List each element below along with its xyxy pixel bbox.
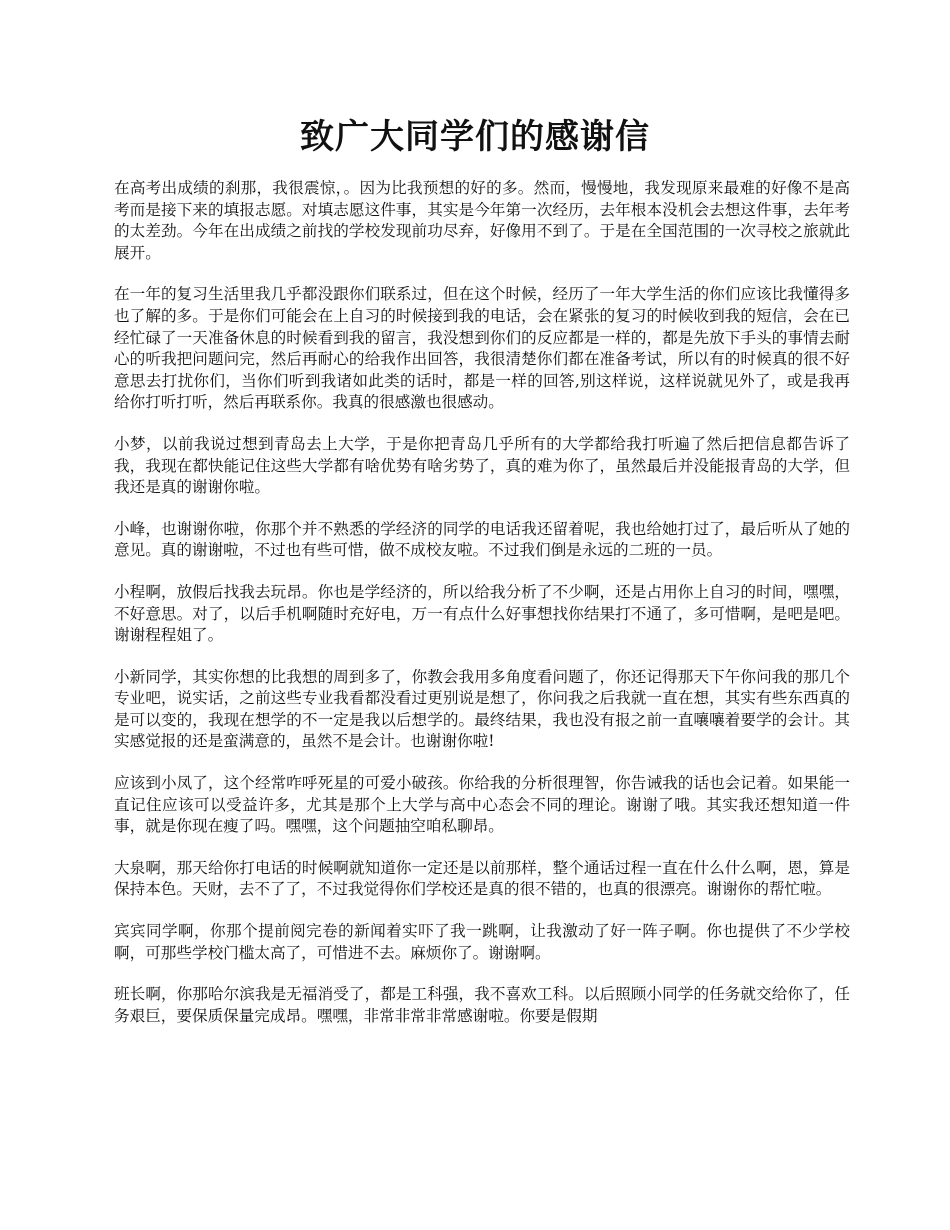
paragraph: 在高考出成绩的刹那，我很震惊，。因为比我预想的好的多。然而，慢慢地，我发现原来最难的好像不是高考而是接下来的填报志愿。对填志愿这件事，其实是今年第一次经历，去年根本没机会去想这件事，去年考的太差劲。今年在出成绩之前找的学校发现前功尽弃，好像用不到了。于是在全国范围的一次寻校之旅就此展开。 bbox=[114, 179, 850, 262]
paragraph: 小梦，以前我说过想到青岛去上大学，于是你把青岛几乎所有的大学都给我打听遍了然后把信息都告诉了我，我现在都快能记住这些大学都有啥优势有啥劣势了，真的难为你了，虽然最后并没能报青岛的大学，但我还是真的谢谢你啦。 bbox=[114, 434, 850, 497]
paragraph: 应该到小凤了，这个经常咋呼死星的可爱小破孩。你给我的分析很理智，你告诫我的话也会记着。如果能一直记住应该可以受益许多，尤其是那个上大学与高中心态会不同的理论。谢谢了哦。其实我还想知道一件事，就是你现在瘦了吗。嘿嘿，这个问题抽空咱私聊昂。 bbox=[114, 774, 850, 836]
document-title: 致广大同学们的感谢信 bbox=[300, 117, 650, 157]
paragraph: 班长啊，你那哈尔滨我是无福消受了，都是工科强，我不喜欢工科。以后照顾小同学的任务就交给你了，任务艰巨，要保质保量完成昂。嘿嘿，非常非常非常感谢啦。你要是假期 bbox=[114, 985, 850, 1025]
paragraph: 宾宾同学啊，你那个提前阅完卷的新闻着实吓了我一跳啊，让我激动了好一阵子啊。你也提供了不少学校啊，可那些学校门槛太高了，可惜进不去。麻烦你了。谢谢啊。 bbox=[114, 922, 850, 962]
paragraph: 在一年的复习生活里我几乎都没跟你们联系过，但在这个时候，经历了一年大学生活的你们应该比我懂得多也了解的多。于是你们可能会在上自习的时候接到我的电话，会在紧张的复习的时候收到我的短信，会在已经忙碌了一天准备休息的时候看到我的留言，我没想到你们的反应都是一样的，都是先放下手头的事情去耐心的听我把问题问完，然后再耐心的给我作出回答，我很清楚你们都在准备考试，所以有的时候真的很不好意思去打扰你们，当你们听到我诸如此类的话时，都是一样的回答,别这样说，这样说就见外了，或是我再给你打听打听，然后再联系你。我真的很感激也很感动。 bbox=[114, 285, 850, 412]
letter-body bbox=[114, 178, 850, 1047]
paragraph: 小新同学，其实你想的比我想的周到多了，你教会我用多角度看问题了，你还记得那天下午你问我的那几个专业吧，说实话，之前这些专业我看都没看过更别说是想了，你问我之后我就一直在想，其实有些东西真的是可以变的，我现在想学的不一定是我以后想学的。最终结果，我也没有报之前一直嚷嚷着要学的会计。其实感觉报的还是蛮满意的，虽然不是会计。也谢谢你啦! bbox=[114, 667, 850, 751]
paragraph: 大泉啊，那天给你打电话的时候啊就知道你一定还是以前那样，整个通话过程一直在什么什么啊，恩，算是保持本色。天财，去不了了，不过我觉得你们学校还是真的很不错的，也真的很漂亮。谢谢你的帮忙啦。 bbox=[114, 858, 850, 899]
paragraph: 小峰，也谢谢你啦，你那个并不熟悉的学经济的同学的电话我还留着呢，我也给她打过了，最后听从了她的意见。真的谢谢啦，不过也有些可惜，做不成校友啦。不过我们倒是永远的二班的一员。 bbox=[114, 519, 850, 560]
paragraph: 小程啊，放假后找我去玩昂。你也是学经济的，所以给我分析了不少啊，还是占用你上自习的时间，嘿嘿，不好意思。对了，以后手机啊随时充好电，万一有点什么好事想找你结果打不通了，多可惜啊，是吧是吧。谢谢程程姐了。 bbox=[114, 582, 850, 645]
